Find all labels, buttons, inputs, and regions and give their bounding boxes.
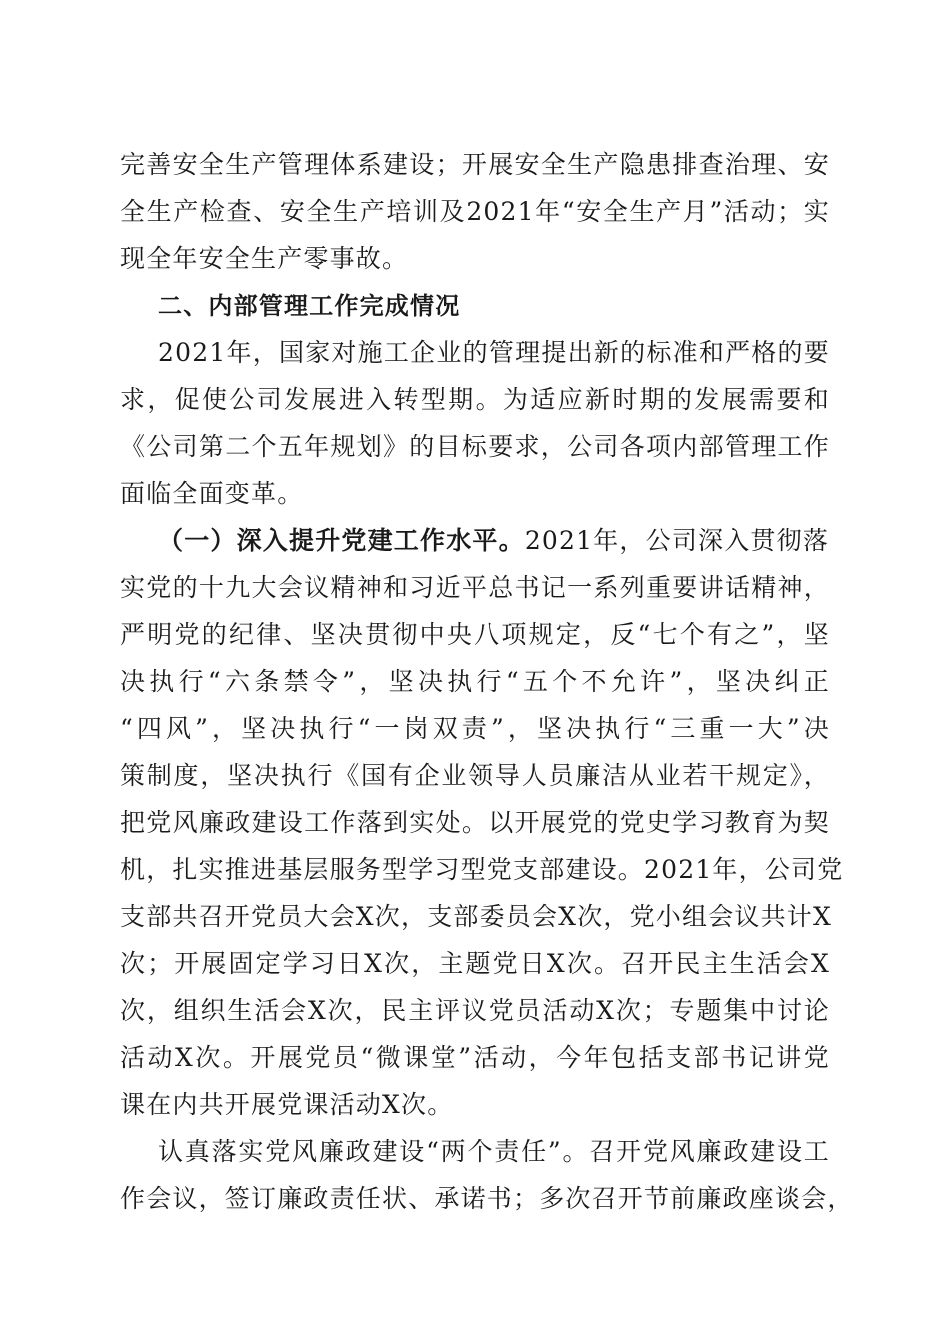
paragraph-line: 严明党的纪律、坚决贯彻中央八项规定，反“七个有之”，坚	[120, 620, 830, 649]
paragraph-line: 支部共召开党员大会X次，支部委员会X次，党小组会议共计X	[120, 902, 832, 931]
paragraph-line: 面临全面变革。	[120, 479, 304, 508]
paragraph-line: 作会议，签订廉政责任状、承诺书；多次召开节前廉政座谈会，	[120, 1184, 854, 1213]
paragraph-line: 认真落实党风廉政建设“两个责任”。召开党风廉政建设工	[158, 1137, 830, 1166]
paragraph-line: 把党风廉政建设工作落到实处。以开展党的党史学习教育为契	[120, 808, 830, 837]
paragraph-line: 完善安全生产管理体系建设；开展安全生产隐患排查治理、安	[120, 150, 830, 179]
paragraph-line: 实党的十九大会议精神和习近平总书记一系列重要讲话精神，	[120, 573, 830, 602]
subsection-line	[158, 516, 830, 566]
subsection-heading: （一）深入提升党建工作水平。	[158, 526, 525, 555]
paragraph-line: 2021年，国家对施工企业的管理提出新的标准和严格的要	[158, 338, 830, 367]
paragraph-line: 决执行“六条禁令”，坚决执行“五个不允许”，坚决纠正	[120, 667, 830, 696]
subsection-text: 2021年，公司深入贯彻落	[524, 526, 830, 555]
paragraph-line: 现全年安全生产零事故。	[120, 244, 409, 273]
paragraph-line: 活动X次。开展党员“微课堂”活动，今年包括支部书记讲党	[120, 1043, 830, 1072]
paragraph-line: “四风”，坚决执行“一岗双责”，坚决执行“三重一大”决	[120, 714, 830, 743]
paragraph-line: 课在内共开展党课活动X次。	[120, 1090, 454, 1119]
paragraph-line: 全生产检查、安全生产培训及2021年“安全生产月”活动；实	[120, 197, 830, 226]
paragraph-line: 机，扎实推进基层服务型学习型党支部建设。2021年，公司党	[120, 855, 844, 884]
paragraph-line: 策制度，坚决执行《国有企业领导人员廉洁从业若干规定》，	[120, 761, 830, 790]
paragraph-line: 《公司第二个五年规划》的目标要求，公司各项内部管理工作	[120, 432, 830, 461]
paragraph-line: 求，促使公司发展进入转型期。为适应新时期的发展需要和	[120, 385, 830, 414]
paragraph-line: 次，组织生活会X次，民主评议党员活动X次；专题集中讨论	[120, 996, 830, 1025]
section-heading: 二、内部管理工作完成情况	[158, 292, 461, 320]
paragraph-line: 次；开展固定学习日X次，主题党日X次。召开民主生活会X	[120, 949, 830, 978]
